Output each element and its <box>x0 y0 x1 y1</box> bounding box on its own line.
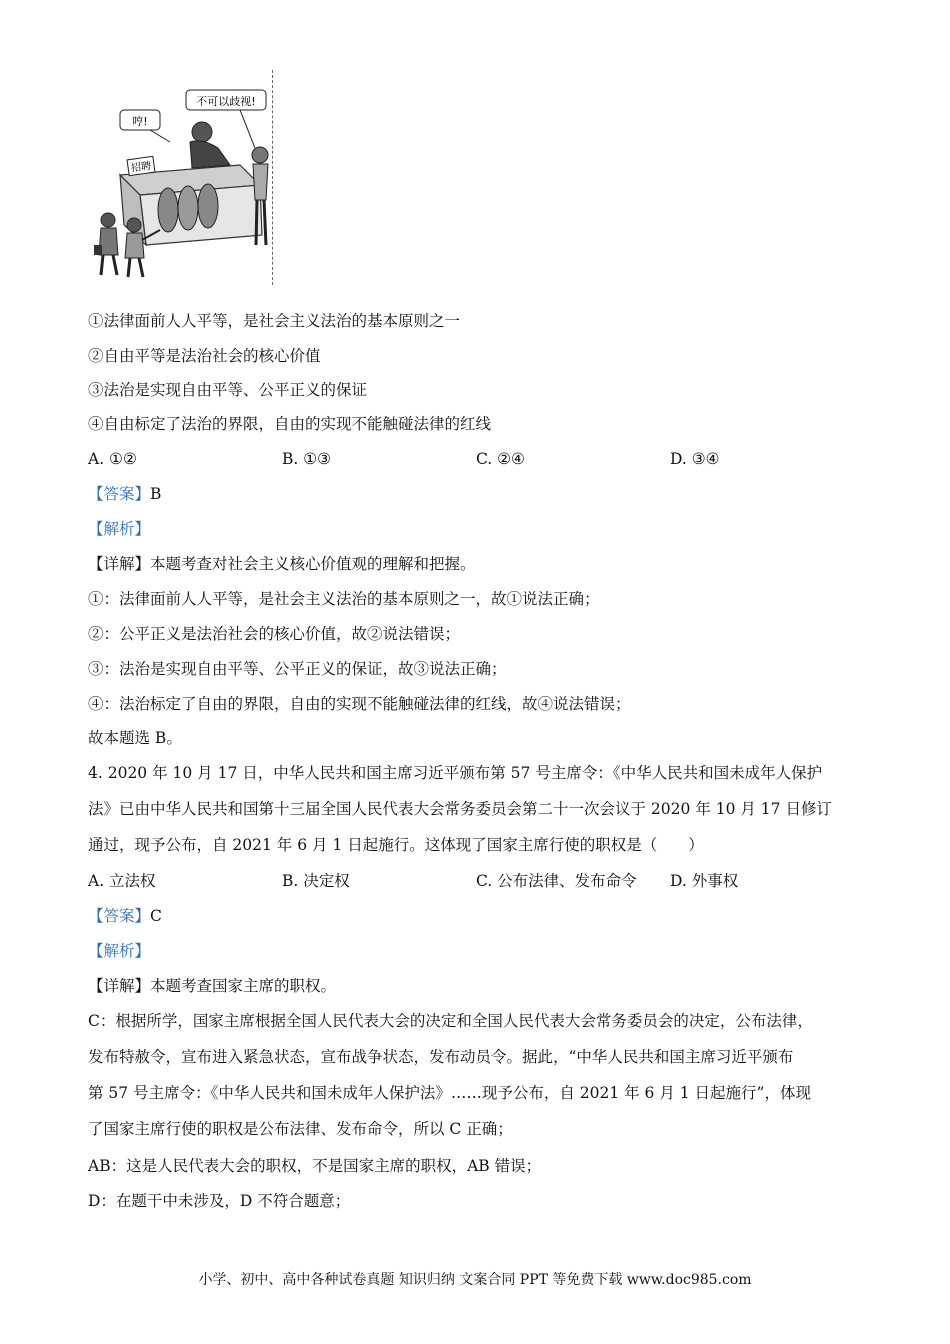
q3-explanation-1: ①：法律面前人人平等，是社会主义法治的基本原则之一，故①说法正确； <box>88 590 600 608</box>
detail-text: 本题考查对社会主义核心价值观的理解和把握。 <box>150 555 476 573</box>
q3-option-d: D. ③④ <box>670 450 720 468</box>
q4-option-c: C. 公布法律、发布命令 <box>476 872 637 890</box>
q4-explanation-6: D：在题干中未涉及，D 不符合题意； <box>88 1192 351 1210</box>
q4-option-d: D. 外事权 <box>670 872 739 890</box>
q4-explanation-1: C：根据所学，国家主席根据全国人民代表大会的决定和全国人民代表大会常务委员会的决定，公布法律， <box>88 1012 813 1030</box>
q3-statement-3: ③法治是实现自由平等、公平正义的保证 <box>88 381 368 399</box>
q4-option-a: A. 立法权 <box>88 872 156 890</box>
q3-detail <box>88 553 476 575</box>
speech-bubble-left: 哼! <box>132 115 148 128</box>
q4-explanation-2: 发布特赦令，宣布进入紧急状态，宣布战争状态，发布动员令。据此，“中华人民共和国主席习近平颁布 <box>88 1048 794 1066</box>
detail-tag: 【详解】 <box>88 555 151 573</box>
q3-explanation-2: ②：公平正义是法治社会的核心价值，故②说法错误； <box>88 625 461 643</box>
dashed-divider <box>272 70 273 285</box>
q4-option-b: B. 决定权 <box>282 872 350 890</box>
q4-explanation-3: 第 57 号主席令：《中华人民共和国未成年人保护法》……现予公布，自 2021 年 6 月 1 日起施行”，体现 <box>88 1084 811 1102</box>
q4-explanation-5: AB：这是人民代表大会的职权，不是国家主席的职权，AB 错误； <box>88 1157 542 1175</box>
analysis-tag: 【解析】 <box>88 520 151 538</box>
page-footer: 小学、初中、高中各种试卷真题 知识归纳 文案合同 PPT 等免费下载 www.doc985.com <box>198 1272 752 1288</box>
q4-stem-line-2: 法》已由中华人民共和国第十三届全国人民代表大会常务委员会第二十一次会议于 2020 年 10 月 17 日修订 <box>88 800 832 818</box>
detail-text: 本题考查国家主席的职权。 <box>150 977 337 995</box>
q3-option-b: B. ①③ <box>282 450 332 468</box>
q4-stem-line-1: 4. 2020 年 10 月 17 日，中华人民共和国主席习近平颁布第 57 号主席令：《中华人民共和国未成年人保护 <box>88 764 823 782</box>
q3-statement-2: ②自由平等是法治社会的核心价值 <box>88 347 321 365</box>
q3-option-c: C. ②④ <box>476 450 525 468</box>
q3-analysis-tag <box>88 518 150 540</box>
recruit-sign: 招聘 <box>130 160 152 175</box>
q4-answer <box>88 905 162 927</box>
q3-answer <box>88 483 161 505</box>
answer-tag: 【答案】 <box>88 907 151 925</box>
answer-tag: 【答案】 <box>88 485 151 503</box>
q4-stem-line-3: 通过，现予公布，自 2021 年 6 月 1 日起施行。这体现了国家主席行使的职权是（ ） <box>88 836 704 854</box>
q4-detail <box>88 975 336 997</box>
speech-bubble-right: 不可以歧视! <box>196 95 256 108</box>
q3-conclusion: 故本题选 B。 <box>88 729 182 747</box>
discrimination-cartoon <box>90 70 280 285</box>
q3-option-a: A. ①② <box>88 450 137 468</box>
q3-statement-4: ④自由标定了法治的界限，自由的实现不能触碰法律的红线 <box>88 415 492 433</box>
q3-statement-1: ①法律面前人人平等，是社会主义法治的基本原则之一 <box>88 312 461 330</box>
q4-explanation-4: 了国家主席行使的职权是公布法律、发布命令，所以 C 正确； <box>88 1120 513 1138</box>
answer-value: C <box>150 907 162 925</box>
q3-explanation-3: ③：法治是实现自由平等、公平正义的保证，故③说法正确； <box>88 660 507 678</box>
q4-analysis-tag <box>88 940 150 962</box>
detail-tag: 【详解】 <box>88 977 151 995</box>
q3-explanation-4: ④：法治标定了自由的界限，自由的实现不能触碰法律的红线，故④说法错误； <box>88 695 631 713</box>
answer-value: B <box>150 485 162 503</box>
analysis-tag: 【解析】 <box>88 942 151 960</box>
